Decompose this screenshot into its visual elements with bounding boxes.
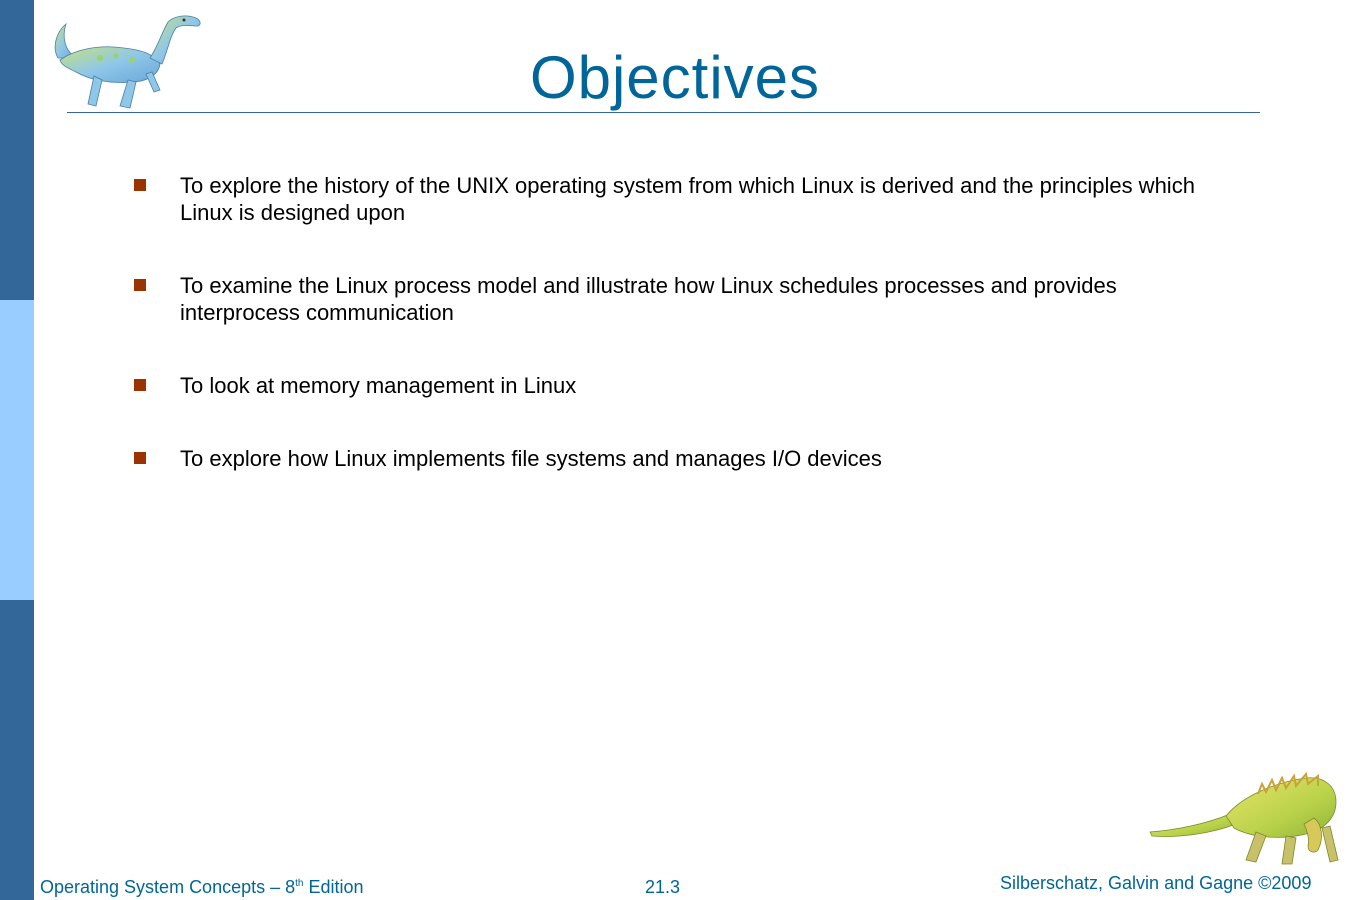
list-item-text: To examine the Linux process model and illustrate how Linux schedules processes and provides interprocess communication xyxy=(180,273,1117,325)
left-band-bottom xyxy=(0,600,34,900)
footer-book-sup: th xyxy=(295,878,304,889)
square-bullet-icon xyxy=(134,179,146,191)
list-item-text: To explore the history of the UNIX operating system from which Linux is derived and the principles which Linux is designed upon xyxy=(180,173,1195,225)
title-underline xyxy=(67,112,1260,113)
footer-book-prefix: Operating System Concepts – 8 xyxy=(40,877,296,897)
list-item-text: To explore how Linux implements file systems and manages I/O devices xyxy=(180,446,882,471)
footer-copyright: Silberschatz, Galvin and Gagne ©2009 xyxy=(1000,873,1312,893)
list-item-text: To look at memory management in Linux xyxy=(180,373,577,398)
square-bullet-icon xyxy=(134,279,146,291)
slide-title: Objectives xyxy=(529,44,821,111)
left-band-middle xyxy=(0,300,34,600)
square-bullet-icon xyxy=(134,452,146,464)
footer-book-title xyxy=(40,877,364,897)
square-bullet-icon xyxy=(134,379,146,391)
dinosaur-icon xyxy=(1146,768,1342,872)
page-number: 21.3 xyxy=(645,877,681,897)
footer-book-suffix: Edition xyxy=(303,877,364,897)
